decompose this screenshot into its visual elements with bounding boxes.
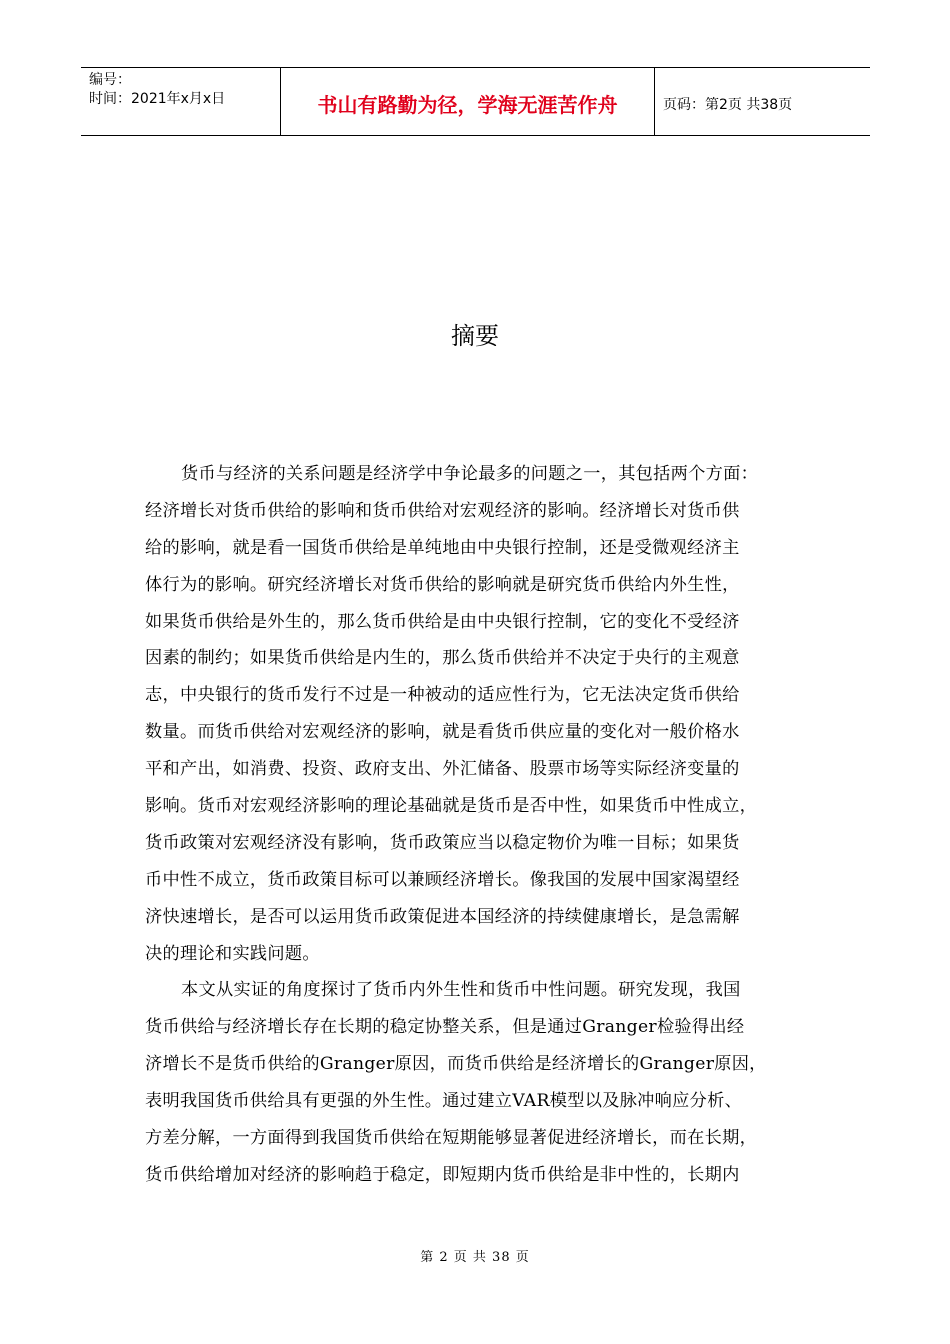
number-label: 编号： [89, 72, 131, 88]
text-line: 济增长不是货币供给的Granger原因，而货币供给是经济增长的Granger原因， [145, 1054, 767, 1075]
paragraph-1 [145, 456, 810, 972]
text-line: 本文从实证的角度探讨了货币内外生性和货币中性问题。研究发现，我国 [181, 980, 741, 1001]
text-line: 表明我国货币供给具有更强的外生性。通过建立VAR模型以及脉冲响应分析、 [145, 1091, 743, 1112]
text-line: 经济增长对货币供给的影响和货币供给对宏观经济的影响。经济增长对货币供 [145, 500, 740, 521]
text-line: 决的理论和实践问题。 [145, 943, 320, 964]
text-line: 货币与经济的关系问题是经济学中争论最多的问题之一，其包括两个方面： [181, 464, 759, 484]
page-title: 摘要 [451, 322, 499, 350]
text-line: 货币政策对宏观经济没有影响，货币政策应当以稳定物价为唯一目标；如果货 [145, 832, 740, 853]
text-line: 方差分解，一方面得到我国货币供给在短期能够显著促进经济增长，而在长期， [145, 1128, 758, 1149]
page-header [81, 67, 870, 136]
text-line: 如果货币供给是外生的，那么货币供给是由中央银行控制，它的变化不受经济 [145, 611, 740, 632]
text-line: 币中性不成立，货币政策目标可以兼顾经济增长。像我国的发展中国家渴望经 [145, 869, 740, 890]
text-line: 因素的制约；如果货币供给是内生的，那么货币供给并不决定于央行的主观意 [145, 648, 740, 669]
text-line: 体行为的影响。研究经济增长对货币供给的影响就是研究货币供给内外生性， [145, 574, 740, 595]
text-line: 济快速增长，是否可以运用货币政策促进本国经济的持续健康增长，是急需解 [145, 906, 740, 927]
text-line: 货币供给增加对经济的影响趋于稳定，即短期内货币供给是非中性的，长期内 [145, 1164, 740, 1185]
time-label: 时间：2021年x月x日 [89, 91, 226, 107]
header-meta [81, 68, 281, 135]
page-footer: 第 2 页 共 38 页 [420, 1250, 530, 1265]
text-line: 影响。货币对宏观经济影响的理论基础就是货币是否中性，如果货币中性成立， [145, 796, 758, 817]
text-line: 数量。而货币供给对宏观经济的影响，就是看货币供应量的变化对一般价格水 [145, 722, 740, 743]
text-line: 志，中央银行的货币发行不过是一种被动的适应性行为，它无法决定货币供给 [145, 685, 740, 706]
paragraph-2 [145, 972, 810, 1193]
header-page-info: 页码：第2页 共38页 [663, 96, 793, 113]
header-motto: 书山有路勤为径，学海无涯苦作舟 [281, 68, 655, 135]
text-line: 平和产出，如消费、投资、政府支出、外汇储备、股票市场等实际经济变量的 [145, 759, 740, 780]
abstract-body [145, 456, 810, 1194]
text-line: 货币供给与经济增长存在长期的稳定协整关系，但是通过Granger检验得出经 [145, 1017, 745, 1038]
text-line: 给的影响，就是看一国货币供给是单纯地由中央银行控制，还是受微观经济主 [145, 537, 740, 558]
